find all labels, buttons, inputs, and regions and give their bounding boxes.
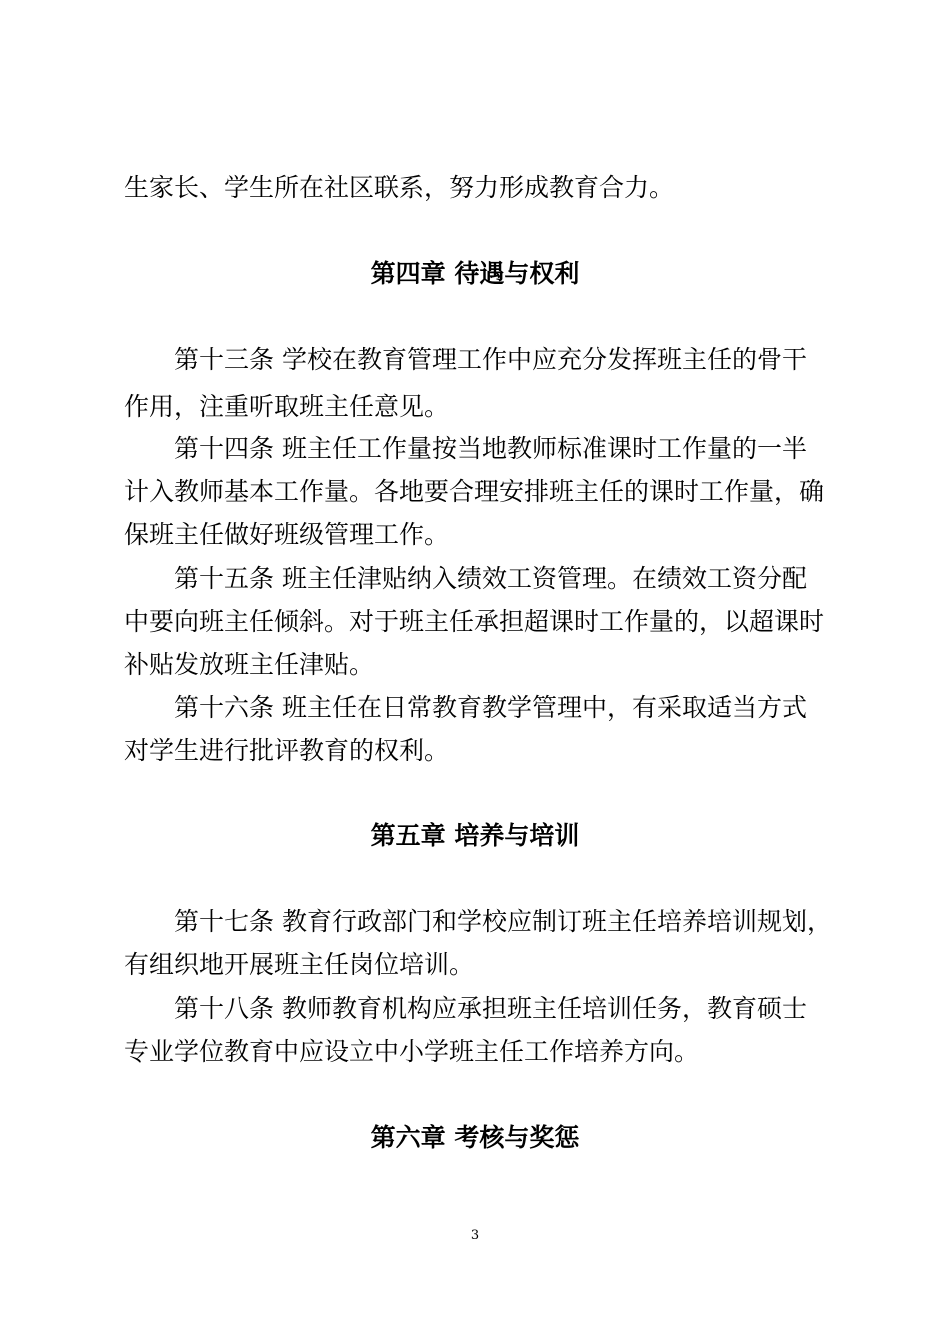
article-line: 第十八条 教师教育机构应承担班主任培训任务，教育硕士 [174,994,807,1023]
continuation-text: 生家长、学生所在社区联系，努力形成教育合力。 [124,173,675,202]
page-number: 3 [470,1228,480,1243]
article-line: 有组织地开展班主任岗位培训。 [124,950,475,979]
article-line: 补贴发放班主任津贴。 [124,650,375,679]
article-line: 中要向班主任倾斜。对于班主任承担超课时工作量的，以超课时 [124,607,825,636]
article-line: 第十五条 班主任津贴纳入绩效工资管理。在绩效工资分配 [174,564,807,593]
article-line: 计入教师基本工作量。各地要合理安排班主任的课时工作量，确 [124,477,825,506]
article-line: 第十七条 教育行政部门和学校应制订班主任培养培训规划， [174,907,832,936]
chapter-heading-5: 第五章 培养与培训 [370,821,580,850]
chapter-heading-4: 第四章 待遇与权利 [370,259,580,288]
article-line: 第十三条 学校在教育管理工作中应充分发挥班主任的骨干 [174,345,807,374]
chapter-heading-6: 第六章 考核与奖惩 [370,1123,580,1152]
article-line: 第十六条 班主任在日常教育教学管理中，有采取适当方式 [174,693,807,722]
article-line: 对学生进行批评教育的权利。 [124,736,450,765]
article-line: 专业学位教育中应设立中小学班主任工作培养方向。 [124,1037,700,1066]
article-line: 第十四条 班主任工作量按当地教师标准课时工作量的一半 [174,434,807,463]
article-line: 作用，注重听取班主任意见。 [124,392,450,421]
article-line: 保班主任做好班级管理工作。 [124,520,450,549]
